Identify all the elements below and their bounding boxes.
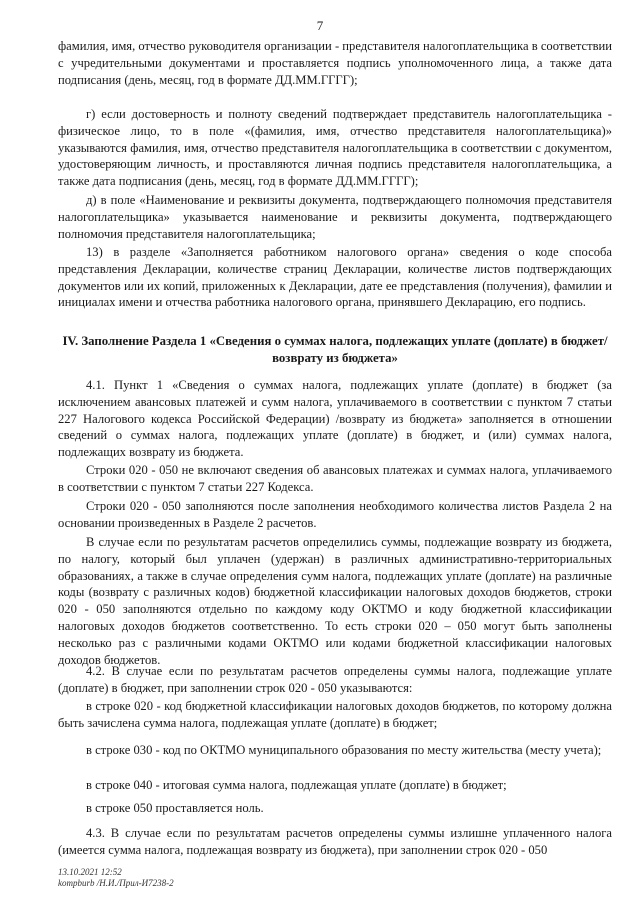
paragraph-item-13: 13) в разделе «Заполняется работником налогового органа» сведения о коде способа представления Декларации, количестве страниц Декларации, количестве листов подтверждающих документов или их копий, приложенных к Декларации, дате ее представления (получения), фамилии и инициалах имени и отчества работника налогового органа, принявшего Декларацию, его подпись. bbox=[58, 245, 612, 310]
paragraph-4-2: 4.2. В случае если по результатам расчетов определены суммы налога, подлежащие уплате (доплате) в бюджет, при заполнении строк 020 - 050 указываются: bbox=[58, 664, 612, 695]
paragraph-line-030: в строке 030 - код по ОКТМО муниципального образования по месту жительства (месту учета); bbox=[86, 743, 602, 757]
paragraph-4-1: 4.1. Пункт 1 «Сведения о суммах налога, подлежащих уплате (доплате) в бюджет (за исключением авансовых платежей и сумм налога, уплачиваемого в соответствии с пунктом 7 статьи 227 Налогового кодекса Российской Федерации) /возврату из бюджета» заполняется в отношении сведений о суммах налога, подлежащих уплате (доплате) в бюджет, и (или) суммах налога, подлежащих возврату из бюджета. bbox=[58, 378, 612, 460]
paragraph-4-3: 4.3. В случае если по результатам расчетов определены суммы излишне уплаченного налога (имеется сумма налога, подлежащая возврату из бюджета), при заполнении строк 020 - 050 bbox=[58, 826, 612, 857]
paragraph-lines-filling: Строки 020 - 050 заполняются после заполнения необходимого количества листов Раздела 2 на основании произведенных в Разделе 2 расчетов. bbox=[58, 499, 612, 530]
page-number: 7 bbox=[316, 18, 324, 33]
paragraph-line-050: в строке 050 проставляется ноль. bbox=[86, 801, 264, 815]
paragraph-line-040: в строке 040 - итоговая сумма налога, подлежащая уплате (доплате) в бюджет; bbox=[86, 778, 507, 792]
section-heading: IV. Заполнение Раздела 1 «Сведения о суммах налога, подлежащих уплате (доплате) в бюджет/возврату из бюджета» bbox=[62, 334, 608, 365]
paragraph-lines-exclusion: Строки 020 - 050 не включают сведения об авансовых платежах и суммах налога, уплачиваемого в соответствии с пунктом 7 статьи 227 Кодекса. bbox=[58, 463, 612, 494]
footer-stamp bbox=[58, 867, 174, 889]
paragraph-line-020: в строке 020 - код бюджетной классификации налоговых доходов бюджетов, по которому должна быть зачислена сумма налога, подлежащая уплате (доплате) в бюджет; bbox=[58, 699, 612, 730]
footer-code: kompburb /Н.И./Прил-И7238-2 bbox=[58, 878, 174, 888]
paragraph-item-g: г) если достоверность и полноту сведений подтверждает представитель налогоплательщика - физическое лицо, то в поле «(фамилия, имя, отчество представителя налогоплательщика)» указываются фамилия, имя, отчество представителя налогоплательщика в соответствии с документом, удостоверяющим личность, и проставляются личная подпись представителя налогоплательщика, а также дата подписания (день, месяц, год в формате ДД.ММ.ГГГГ); bbox=[58, 107, 612, 189]
paragraph-item-d: д) в поле «Наименование и реквизиты документа, подтверждающего полномочия представителя налогоплательщика» указывается наименование и реквизиты документа, подтверждающего полномочия представителя налогоплательщика; bbox=[58, 193, 612, 241]
paragraph-multiple-codes: В случае если по результатам расчетов определились суммы, подлежащие возврату из бюджета, по налогу, который был уплачен (удержан) в различных административно-территориальных образованиях, а также в случае определения сумм налога, подлежащих уплате (доплате) на различные коды (возврату с различных кодов) бюджетной классификации налоговых доходов бюджетов, строки 020 - 050 заполняются отдельно по каждому коду ОКТМО и коду бюджетной классификации налоговых доходов бюджетов соответственно. То есть строки 020 – 050 могут быть заполнены несколько раз с различными кодами ОКТМО или кодами бюджетной классификации налоговых доходов бюджетов. bbox=[58, 535, 612, 667]
footer-date: 13.10.2021 12:52 bbox=[58, 867, 122, 877]
paragraph-signature-org: фамилия, имя, отчество руководителя организации - представителя налогоплательщика в соответствии с учредительными документами и проставляется подпись уполномоченного лица, а также дата подписания (день, месяц, год в формате ДД.ММ.ГГГГ); bbox=[58, 39, 612, 87]
